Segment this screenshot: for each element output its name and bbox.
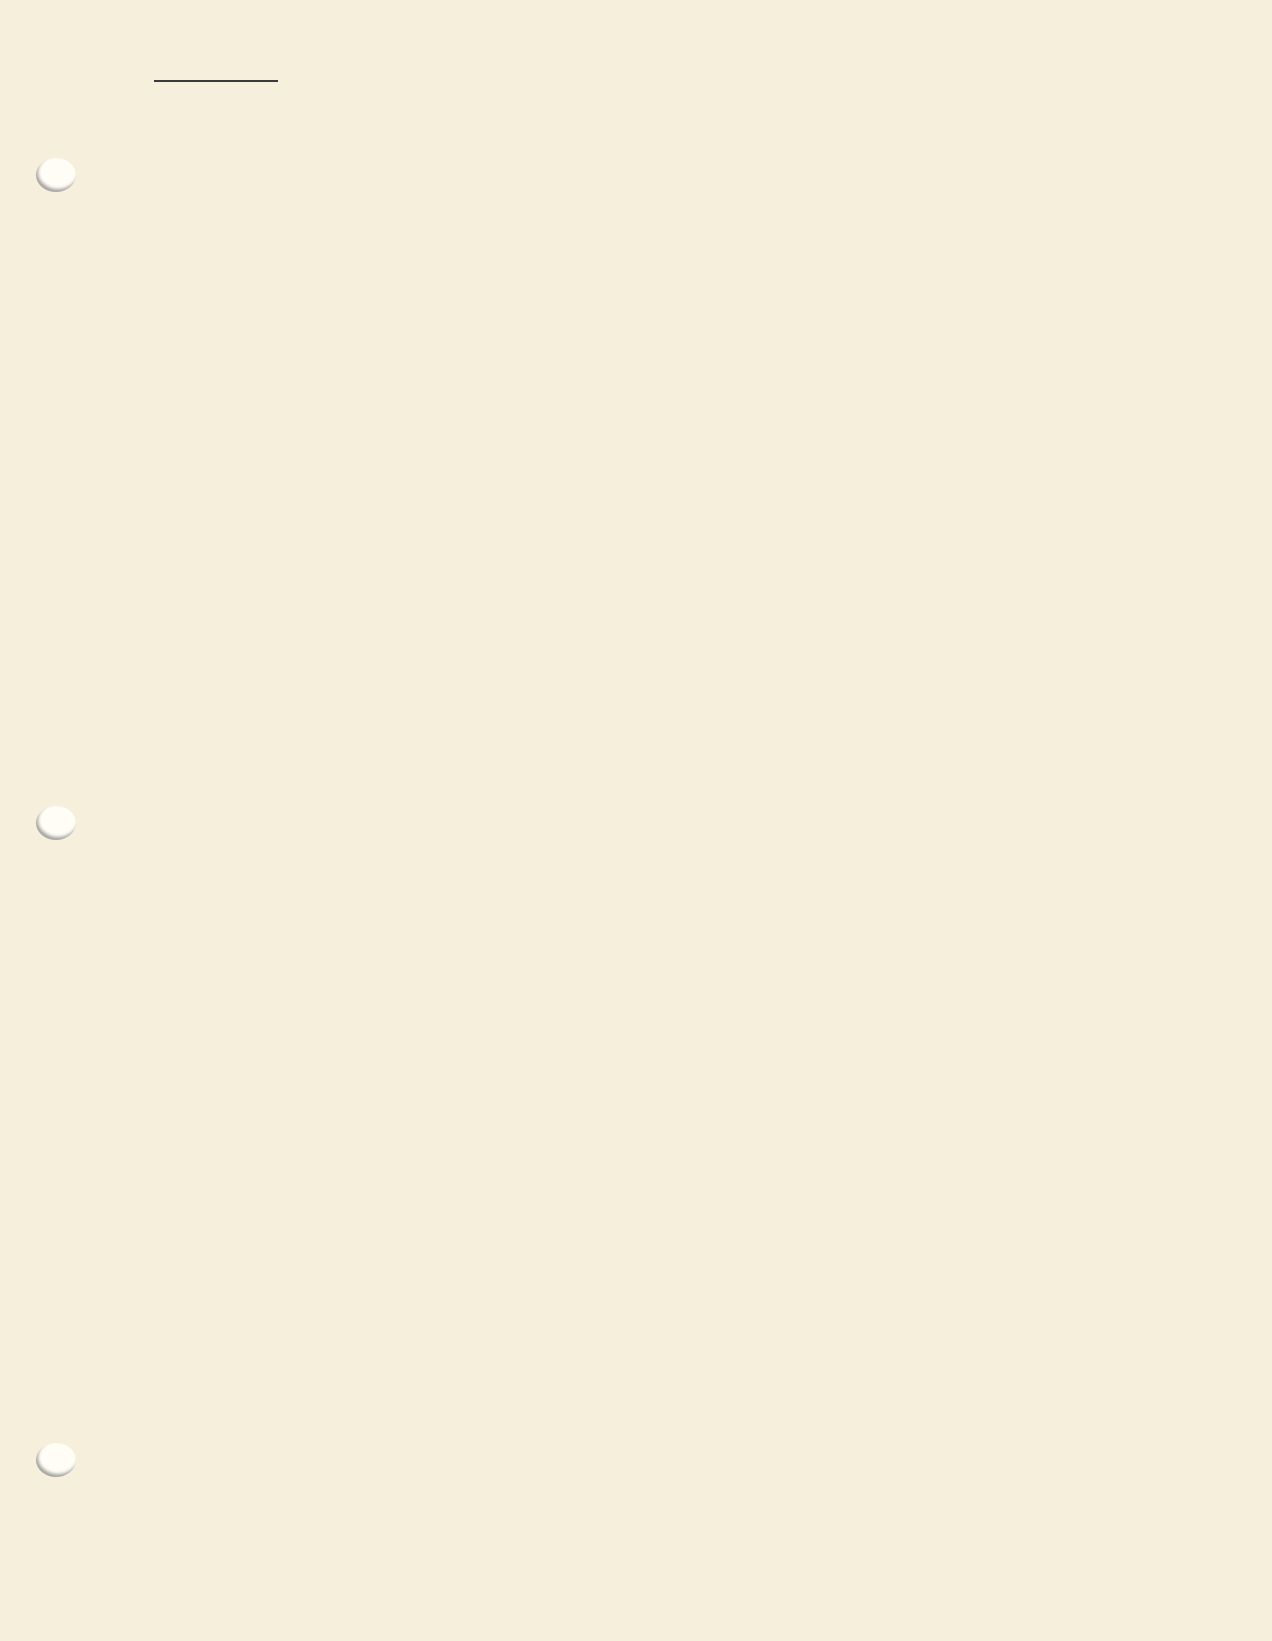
pmp-underline: [154, 80, 278, 82]
punch-hole-bottom: [36, 1443, 76, 1477]
punch-hole-middle: [36, 806, 76, 840]
punch-hole-top: [36, 158, 76, 192]
